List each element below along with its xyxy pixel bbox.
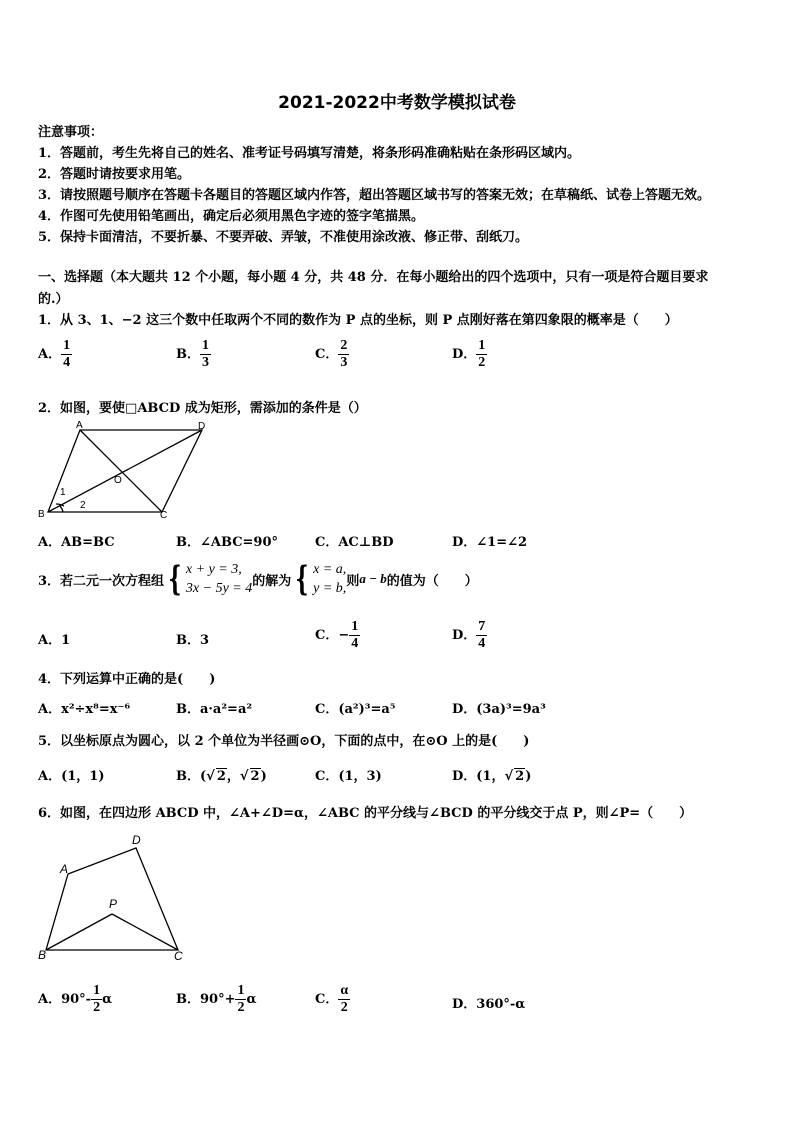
q1-option-a: A． $\frac{1}{4}$	[38, 338, 71, 370]
page-title: 2021-2022中考数学模拟试卷	[278, 93, 516, 113]
q3-stem: 3．若二元一次方程组 { x + y = 3, 3x − 5y = 4 的解为 { x = a, y = b, 则 a − b 的值为（ ）	[38, 559, 478, 599]
notice-item: 5．保持卡面清洁，不要折暴、不要弄破、弄皱，不准使用涂改液、修正带、刮纸刀。	[38, 230, 529, 245]
q5-stem: 5．以坐标原点为圆心，以 2 个单位为半径画⊙O，下面的点中，在⊙O 上的是( )	[38, 734, 530, 749]
notice-item: 3．请按照题号顺序在答题卡各题目的答题区域内作答，超出答题区域书写的答案无效；在草稿纸、试卷上答题无效。	[38, 188, 711, 203]
q3-option-a: A．1	[38, 633, 71, 648]
q2-option-b: B．∠ABC=90°	[176, 535, 279, 550]
section-heading-cont: 的.）	[38, 292, 69, 307]
q1-option-d: D． $\frac{1}{2}$	[452, 338, 486, 370]
q4-option-c: C．(a²)³=a⁵	[315, 702, 396, 717]
q3-option-b: B．3	[176, 633, 210, 648]
q2-stem: 2．如图，要使□ABCD 成为矩形，需添加的条件是（）	[38, 401, 367, 416]
notice-item: 2．答题时请按要求用笔。	[38, 167, 191, 182]
section-heading: 一、选择题（本大题共 12 个小题，每小题 4 分，共 48 分．在每小题给出的四个选项中，只有一项是符合题目要求	[38, 270, 709, 285]
q2-label-c: C	[160, 510, 168, 521]
q2-label-o: O	[114, 475, 122, 486]
notice-heading: 注意事项：	[38, 125, 104, 140]
q1-stem: 1．从 3、1、−2 这三个数中任取两个不同的数作为 P 点的坐标，则 P 点刚好落在第四象限的概率是（ ）	[38, 313, 678, 328]
notice-item: 1．答题前，考生先将自己的姓名、准考证号码填写清楚，将条形码准确粘贴在条形码区域内。	[38, 146, 581, 161]
q2-label-b: B	[38, 509, 45, 520]
left-brace: {	[295, 559, 309, 599]
q5-option-d: D．(1，√ 2)	[452, 769, 532, 784]
notice-item: 4．作图可先使用铅笔画出，确定后必须用黑色字迹的签字笔描黑。	[38, 209, 425, 224]
q6-option-b: B．90°+ $\frac{1}{2}$ α	[176, 983, 257, 1015]
q6-label-d: D	[132, 833, 141, 847]
q1-option-c: C． $\frac{2}{3}$	[315, 338, 348, 370]
q4-option-b: B．a·a²=a²	[176, 702, 253, 717]
q6-stem: 6．如图，在四边形 ABCD 中，∠A+∠D=α，∠ABC 的平分线与∠BCD 的平分线交于点 P，则∠P=（ ）	[38, 806, 693, 821]
q2-option-d: D．∠1=∠2	[452, 535, 528, 550]
q6-label-c: C	[174, 949, 183, 963]
q4-option-a: A．x²÷x⁸=x⁻⁶	[38, 702, 131, 717]
q6-option-c: C． $\frac{\alpha}{2}$	[315, 983, 349, 1015]
q6-label-b: B	[38, 948, 47, 962]
q1-option-b: B． $\frac{1}{3}$	[176, 338, 209, 370]
q2-parallelogram-figure	[36, 418, 216, 522]
q3-option-d: D． $\frac{7}{4}$	[452, 619, 486, 651]
q5-option-a: A．(1，1)	[38, 769, 105, 784]
q4-option-d: D．(3a)³=9a³	[452, 702, 546, 717]
q6-label-p: P	[109, 897, 118, 911]
q2-option-c: C．AC⊥BD	[315, 535, 394, 550]
q2-option-a: A．AB=BC	[38, 535, 115, 550]
q4-stem: 4．下列运算中正确的是( )	[38, 672, 216, 687]
q5-option-b: B．(√ 2，√ 2)	[176, 769, 267, 784]
q2-angle-2: 2	[80, 500, 86, 511]
q6-option-a: A．90°- $\frac{1}{2}$ α	[38, 983, 113, 1015]
q2-label-a: A	[76, 420, 83, 431]
q2-angle-1: 1	[60, 487, 66, 498]
left-brace: {	[168, 559, 182, 599]
q6-option-d: D．360°-α	[452, 997, 526, 1012]
q3-option-c: C．− $\frac{1}{4}$	[315, 619, 359, 651]
q6-label-a: A	[60, 862, 69, 876]
q6-quadrilateral-figure	[34, 828, 194, 966]
q5-option-c: C．(1，3)	[315, 769, 382, 784]
q2-label-d: D	[198, 421, 206, 432]
